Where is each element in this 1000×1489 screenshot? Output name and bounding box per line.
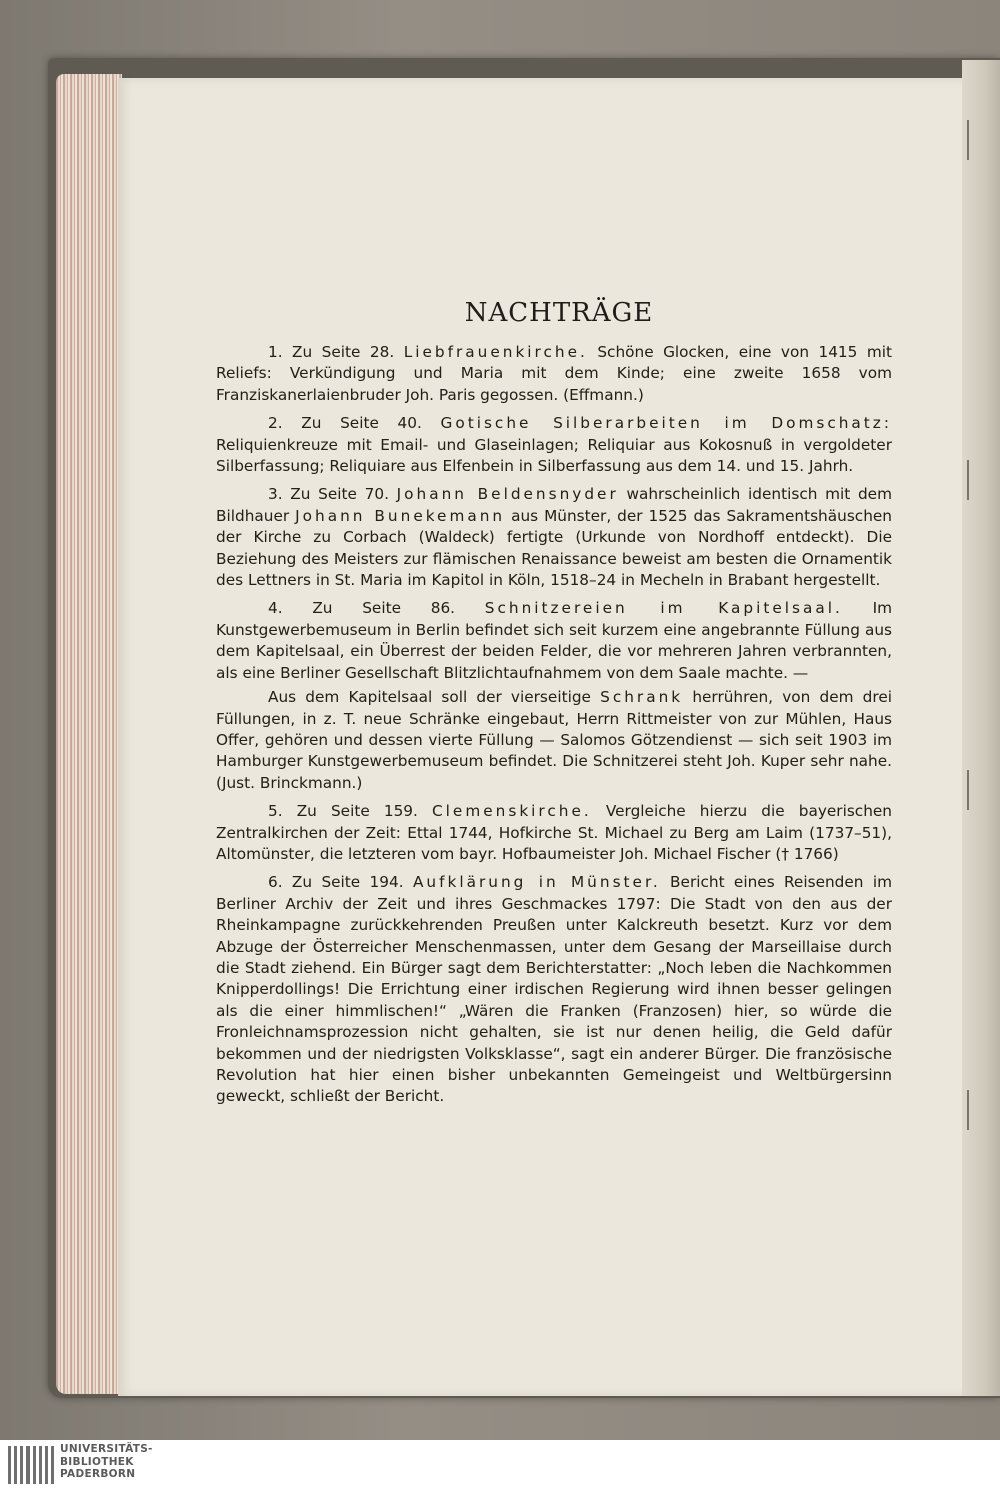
binding-stitch xyxy=(967,1090,969,1130)
binding-stitch xyxy=(967,120,969,160)
entry-body: Vergleiche hierzu die bayerischen Zentralkirchen der Zeit: Ettal 1744, Hofkirche St. Michael zu Berg am Laim (1737–51), Altomünster, die letzteren vom bayr. Hofbaumeister Joh. Michael Fischer († 1766) xyxy=(216,802,892,863)
facing-page-edge xyxy=(962,60,1000,1396)
entry-ref: 2. Zu Seite 40. xyxy=(268,414,441,433)
entry-heading: Schrank xyxy=(600,688,684,707)
entry-body: herrühren, von dem drei Füllungen, in z. T. neue Schränke eingebaut, Herrn Rittmeister von zur Mühlen, Haus Offer, gehören und dessen vierte Füllung — Salomos Götzendienst — sich seit 1903 im Hamburger Kunstgewerbemuseum befindet. Die Schnitzerei steht Joh. Kuper sehr nahe. (Just. Brinckmann.) xyxy=(216,688,892,792)
entry-ref: 3. Zu Seite 70. xyxy=(268,485,397,504)
entry-body: wahrscheinlich identisch mit dem Bildhauer xyxy=(216,485,892,525)
entry-ref: 6. Zu Seite 194. xyxy=(268,873,413,892)
entry-body: Aus dem Kapitelsaal soll der vierseitige xyxy=(268,688,601,707)
logo-line: BIBLIOTHEK xyxy=(60,1455,134,1468)
entry-heading: Gotische Silberarbeiten im Domschatz: xyxy=(440,414,892,433)
entry-heading: Liebfrauenkirche. xyxy=(403,343,588,361)
entry-body: Schöne Glocken, eine von 1415 mit Reliefs: Verkündigung und Maria mit dem Kinde; eine zweite 1658 vom Franziskanerlaienbruder Joh. Paris gegossen. (Effmann.) xyxy=(216,343,893,404)
entry-ref: 1. Zu Seite 28. xyxy=(268,343,404,361)
entry-ref: 5. Zu Seite 159. xyxy=(268,802,432,821)
entry-6 xyxy=(216,872,892,1107)
entry-2 xyxy=(216,413,892,477)
entry-body: Im Kunstgewerbemuseum in Berlin befindet sich seit kurzem eine angebrannte Füllung aus dem Kapitelsaal, ein Überrest der beiden Felder, die vor mehreren Jahren verbrannten, als eine Berliner Gesellschaft Blitzlichtaufnahmem von dem Saale machte. — xyxy=(216,599,892,682)
binding-stitch xyxy=(967,460,969,500)
entry-4-continued xyxy=(216,687,892,794)
entry-body: aus Münster, der 1525 das Sakramentshäuschen der Kirche zu Corbach (Waldeck) fertigte (Urkunde von Nordhoff entdeckt). Die Beziehung des Meisters zur flämischen Renaissance beweist am besten die Ornamentik des Lettners in St. Maria im Kapitol in Köln, 1518–24 in Mecheln in Brabant hergestellt. xyxy=(216,506,892,590)
library-logo-icon xyxy=(8,1446,54,1484)
entry-heading: Johann Bunekemann xyxy=(295,506,506,525)
entry-body: Bericht eines Reisenden im Berliner Archiv der Zeit und ihres Geschmackes 1797: Die Stadt von den aus der Rheinkampagne zurückkehrenden Preußen unter Kalckreuth besetzt. Kurz vor dem Abzuge der Österreicher Menschenmassen, unter dem Gesang der Marseillaise durch die Stadt ziehend. Ein Bürger sagt dem Berichterstatter: „Noch leben die Nachkommen Knipperdollings! Die Errichtung einer irdischen Regierung wird ihnen besser gelingen als die einer himmlischen!“ „Wären die Franken (Franzosen) hier, so würde die Fronleichnamsprozession nicht gehalten, sie ist nur denen heilig, die Geld dafür bekommen und der niedrigsten Volksklasse“, sagt ein anderer Bürger. Die französische Revolution hat hier einen bisher unbekannten Gemeingeist und Weltbürgersinn geweckt, schließt der Bericht. xyxy=(216,873,892,1106)
entry-heading: Clemenskirche. xyxy=(432,802,592,821)
logo-line: PADERBORN xyxy=(60,1468,136,1480)
entry-body: Reliquienkreuze mit Email- und Glaseinlagen; Reliquiar aus Kokosnuß in vergoldeter Silberfassung; Reliquiare aus Elfenbein in Silberfassung aus dem 14. und 15. Jahrh. xyxy=(216,435,892,476)
page-title: NACHTRÄGE xyxy=(464,298,654,328)
library-logo-text xyxy=(60,1443,153,1481)
entry-5 xyxy=(216,801,892,865)
entry-4 xyxy=(216,598,892,684)
entry-heading: Aufklärung in Münster. xyxy=(412,873,661,892)
entry-1 xyxy=(216,342,892,406)
entry-3 xyxy=(216,484,892,591)
entry-ref: 4. Zu Seite 86. xyxy=(268,599,485,618)
entry-heading: Schnitzereien im Kapitelsaal. xyxy=(484,599,843,618)
binding-stitch xyxy=(967,770,969,810)
page-text xyxy=(216,342,892,1115)
logo-line: UNIVERSITÄTS- xyxy=(60,1443,153,1455)
page-edges xyxy=(56,74,122,1394)
entry-heading: Johann Beldensnyder xyxy=(396,485,619,504)
